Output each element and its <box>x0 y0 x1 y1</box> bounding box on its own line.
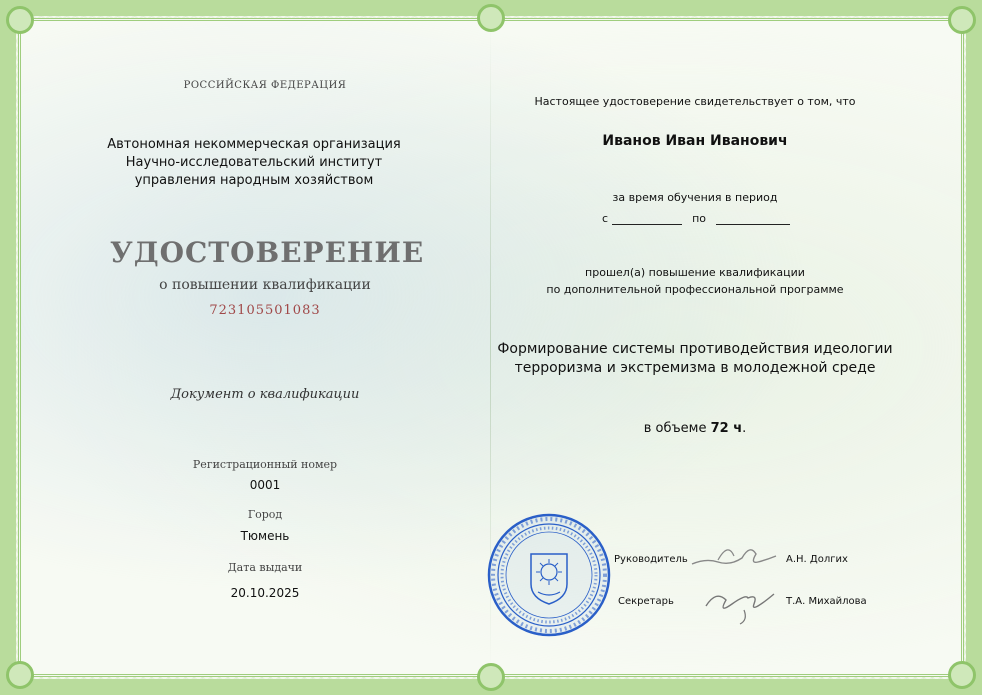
city-value: Тюмень <box>240 529 290 543</box>
ornament-top-right <box>948 6 976 34</box>
ornament-top-left <box>6 6 34 34</box>
period-label: за время обучения в период <box>612 191 778 204</box>
passed-line-1: прошел(а) повышение квалификации <box>585 266 805 279</box>
issue-date-label: Дата выдачи <box>227 561 303 574</box>
passed-line-2: по дополнительной профессиональной программе <box>546 283 844 296</box>
person-name: Иванов Иван Иванович <box>602 133 788 149</box>
ornament-top-center <box>477 4 505 32</box>
head-label: Руководитель <box>614 554 688 565</box>
program-line-1: Формирование системы противодействия идеологии <box>497 341 893 357</box>
organization-line-2: Научно-исследовательский институт <box>125 155 383 170</box>
ornament-bottom-left <box>6 661 34 689</box>
head-signature <box>688 538 780 574</box>
document-type: Документ о квалификации <box>170 387 360 402</box>
secretary-signature <box>700 584 780 628</box>
document-subtitle: о повышении квалификации <box>159 277 371 293</box>
official-stamp <box>486 512 612 638</box>
period-row <box>602 212 790 225</box>
ornament-bottom-right <box>948 661 976 689</box>
program-line-2: терроризма и экстремизма в молодежной среде <box>514 360 876 376</box>
period-from-label: с <box>602 212 609 225</box>
secretary-name: Т.А. Михайлова <box>786 596 867 607</box>
document-number: 723105501083 <box>209 303 321 318</box>
volume-value: 72 ч <box>710 421 743 436</box>
registration-label: Регистрационный номер <box>192 458 338 471</box>
period-from-blank <box>612 212 682 225</box>
secretary-label: Секретарь <box>618 596 674 607</box>
volume-suffix: . <box>742 421 747 436</box>
period-to-label: по <box>692 212 706 225</box>
ornament-bottom-center <box>477 663 505 691</box>
head-name: А.Н. Долгих <box>786 554 848 565</box>
city-label: Город <box>247 508 283 521</box>
organization-line-3: управления народным хозяйством <box>134 173 374 188</box>
period-to-blank <box>716 212 790 225</box>
registration-value: 0001 <box>249 478 281 492</box>
issue-date-value: 20.10.2025 <box>230 586 300 600</box>
country-label: РОССИЙСКАЯ ФЕДЕРАЦИЯ <box>183 80 347 91</box>
volume-prefix: в объеме <box>643 421 707 436</box>
organization-line-1: Автономная некоммерческая организация <box>107 137 401 152</box>
volume-row <box>560 421 830 436</box>
document-title: УДОСТОВЕРЕНИЕ <box>110 236 425 269</box>
certificate-intro: Настоящее удостоверение свидетельствует о том, что <box>534 95 856 108</box>
